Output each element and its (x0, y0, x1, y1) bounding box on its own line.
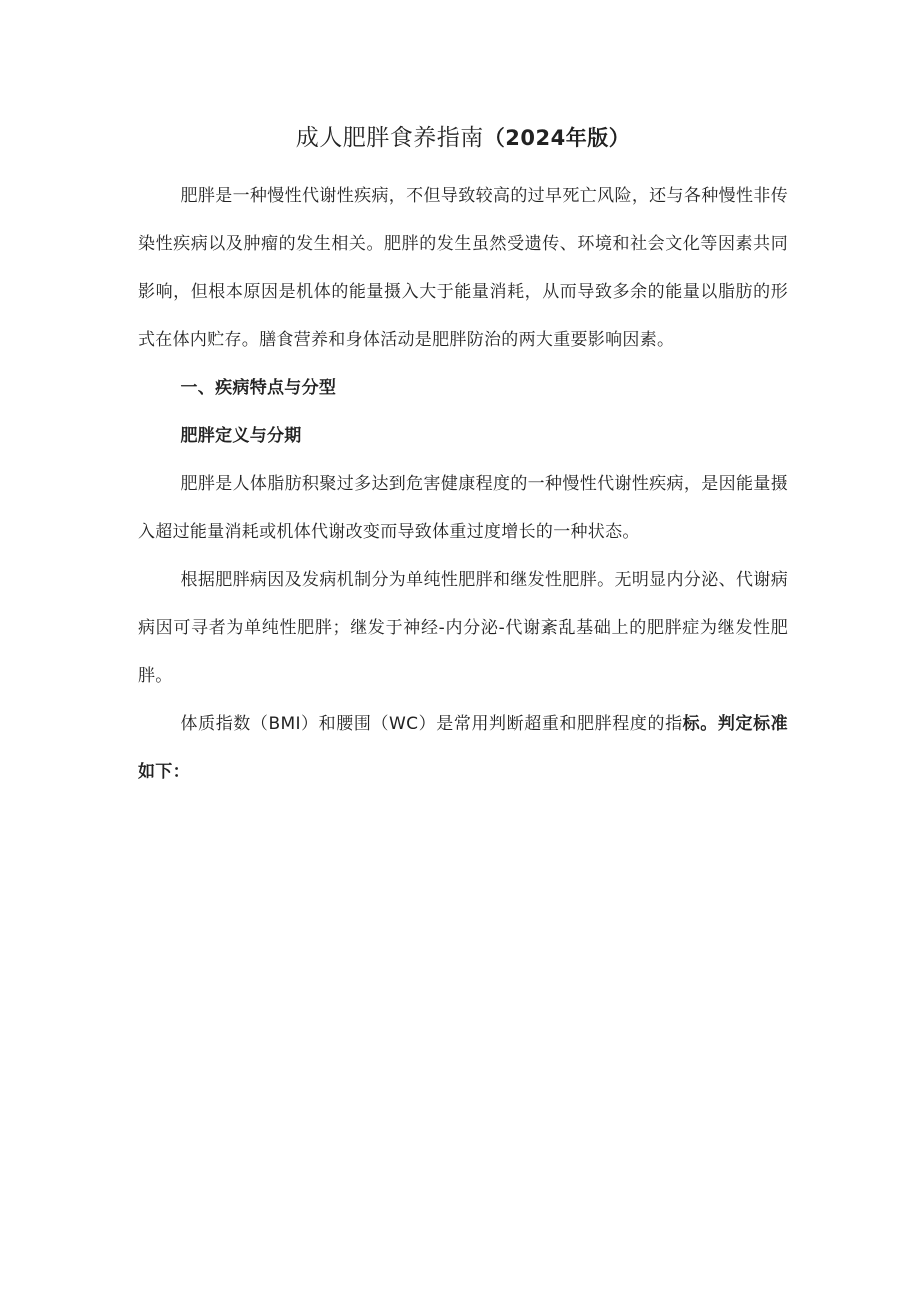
classification-paragraph: 根据肥胖病因及发病机制分为单纯性肥胖和继发性肥胖。无明显内分泌、代谢病病因可寻者为单纯性肥胖；继发于神经-内分泌-代谢紊乱基础上的肥胖症为继发性肥胖。 (138, 570, 788, 686)
indicator-bold-text: 标。判定标准如下： (138, 714, 788, 782)
indicator-paragraph (138, 700, 788, 796)
document-page (138, 118, 788, 796)
section-heading: 一、疾病特点与分型 (180, 378, 337, 398)
definition-paragraph: 肥胖是人体脂肪积聚过多达到危害健康程度的一种慢性代谢性疾病，是因能量摄入超过能量消耗或机体代谢改变而导致体重过度增长的一种状态。 (138, 474, 788, 542)
title-main: 成人肥胖食养指南 (295, 125, 484, 151)
indicator-text: 体质指数（BMI）和腰围（WC）是常用判断超重和肥胖程度的指 (180, 714, 683, 734)
subsection-heading: 肥胖定义与分期 (180, 426, 302, 446)
intro-paragraph: 肥胖是一种慢性代谢性疾病，不但导致较高的过早死亡风险，还与各种慢性非传染性疾病以及肿瘤的发生相关。肥胖的发生虽然受遗传、环境和社会文化等因素共同影响，但根本原因是机体的能量摄入大于能量消耗，从而导致多余的能量以脂肪的形式在体内贮存。膳食营养和身体活动是肥胖防治的两大重要影响因素。 (138, 186, 788, 350)
document-title (138, 118, 788, 158)
title-year: （2024年版） (483, 126, 631, 150)
